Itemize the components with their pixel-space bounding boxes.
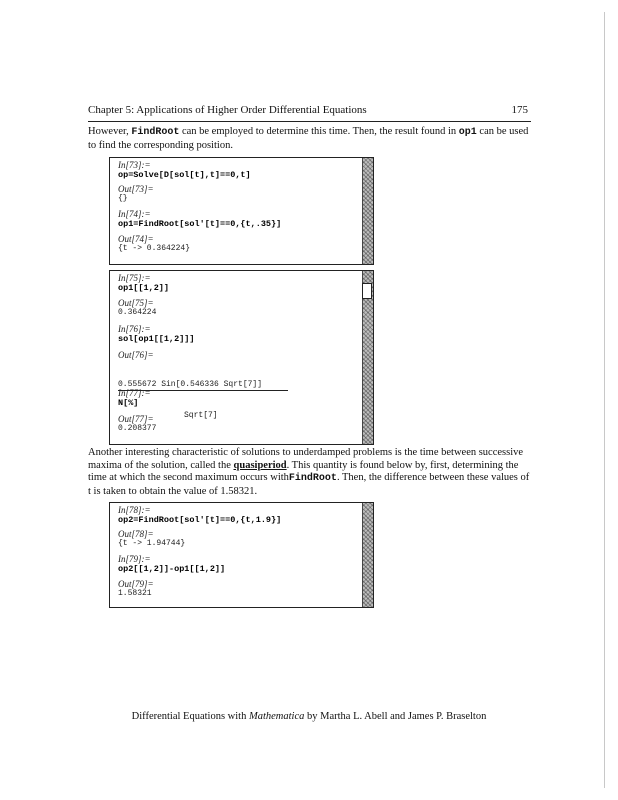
input-cell-74[interactable]	[118, 209, 351, 230]
vertical-scrollbar[interactable]	[362, 158, 373, 264]
intro-code-findroot: FindRoot	[131, 127, 180, 138]
intro-text-3: can be used to find the corresponding position.	[88, 126, 529, 151]
paragraph-code-findroot: FindRoot	[288, 473, 337, 484]
intro-code-op1: op1	[458, 127, 477, 138]
output-text-73: {}	[118, 194, 128, 203]
paragraph-text-1: Another interesting characteristic of solutions to underdamped problems is the time between successive maxima of the solution, called the	[88, 447, 524, 471]
scan-edge-line	[604, 12, 605, 788]
in-label-78: In[78]:=	[118, 505, 151, 515]
in-label-73: In[73]:=	[118, 160, 151, 170]
input-text-73[interactable]: op=Solve[D[sol[t],t]==0,t]	[118, 170, 251, 180]
input-text-75[interactable]: op1[[1,2]]	[118, 283, 170, 293]
vertical-scrollbar[interactable]	[362, 503, 373, 607]
output-text-75: 0.364224	[118, 308, 157, 317]
intro-paragraph	[88, 126, 533, 152]
intro-text-1: However,	[88, 126, 132, 137]
fraction-numerator: 0.555672 Sin[0.546336 Sqrt[7]]	[118, 380, 288, 391]
output-cell-79	[118, 579, 351, 599]
in-label-74: In[74]:=	[118, 209, 151, 219]
header-rule	[88, 121, 531, 122]
in-label-76: In[76]:=	[118, 324, 151, 334]
out-label-78: Out[78]=	[118, 529, 154, 539]
in-label-79: In[79]:=	[118, 554, 151, 564]
fraction-denominator: Sqrt[7]	[184, 411, 218, 420]
output-text-77: 0.208377	[118, 424, 157, 433]
output-cell-77	[118, 414, 351, 434]
footer-text-prefix: Differential Equations with	[131, 711, 249, 722]
quasiperiod-paragraph	[88, 447, 533, 498]
chapter-title: Chapter 5: Applications of Higher Order Differential Equations	[88, 104, 367, 116]
output-text-79: 1.58321	[118, 589, 152, 598]
page-number: 175	[511, 104, 528, 116]
term-quasiperiod: quasiperiod	[233, 459, 287, 471]
footer-book-title: Mathematica	[248, 711, 305, 722]
output-text-78: {t -> 1.94744}	[118, 539, 186, 548]
notebook-window-1	[109, 157, 374, 265]
input-cell-77[interactable]	[118, 388, 351, 409]
input-cell-75[interactable]	[118, 273, 351, 294]
notebook-window-3	[109, 502, 374, 608]
input-text-78[interactable]: op2=FindRoot[sol'[t]==0,{t,1.9}]	[118, 515, 282, 525]
scrollbar-thumb[interactable]	[362, 283, 372, 299]
input-cell-76[interactable]	[118, 324, 351, 345]
input-text-74[interactable]: op1=FindRoot[sol'[t]==0,{t,.35}]	[118, 219, 282, 229]
input-text-76[interactable]: sol[op1[[1,2]]]	[118, 334, 195, 344]
input-cell-79[interactable]	[118, 554, 351, 575]
page-header	[88, 104, 530, 120]
out-label-75: Out[75]=	[118, 298, 154, 308]
page-footer	[0, 711, 618, 722]
input-text-77[interactable]: N[%]	[118, 398, 139, 408]
footer-text-suffix: by Martha L. Abell and James P. Braselton	[304, 711, 487, 722]
intro-text-2: can be employed to determine this time. Then, the result found in	[179, 126, 459, 137]
vertical-scrollbar[interactable]	[362, 271, 373, 444]
input-cell-78[interactable]	[118, 505, 351, 526]
out-label-76: Out[76]=	[118, 350, 154, 360]
input-cell-73[interactable]	[118, 160, 351, 181]
in-label-77: In[77]:=	[118, 388, 151, 398]
out-label-73: Out[73]=	[118, 184, 154, 194]
paragraph-text-2: . This quantity is found below by, first, determining the time at which the second maximum occurs with	[88, 459, 519, 483]
paragraph-text-3: . Then, the difference between these values of t is taken to obtain the value of 1.58321.	[88, 472, 530, 497]
in-label-75: In[75]:=	[118, 273, 151, 283]
out-label-77: Out[77]=	[118, 414, 154, 424]
notebook-window-2	[109, 270, 374, 445]
output-cell-74	[118, 234, 351, 254]
output-cell-78	[118, 529, 351, 549]
output-text-74: {t -> 0.364224}	[118, 244, 191, 253]
input-text-79[interactable]: op2[[1,2]]-op1[[1,2]]	[118, 564, 226, 574]
output-cell-73	[118, 184, 351, 204]
out-label-74: Out[74]=	[118, 234, 154, 244]
output-cell-75	[118, 298, 351, 318]
out-label-79: Out[79]=	[118, 579, 154, 589]
